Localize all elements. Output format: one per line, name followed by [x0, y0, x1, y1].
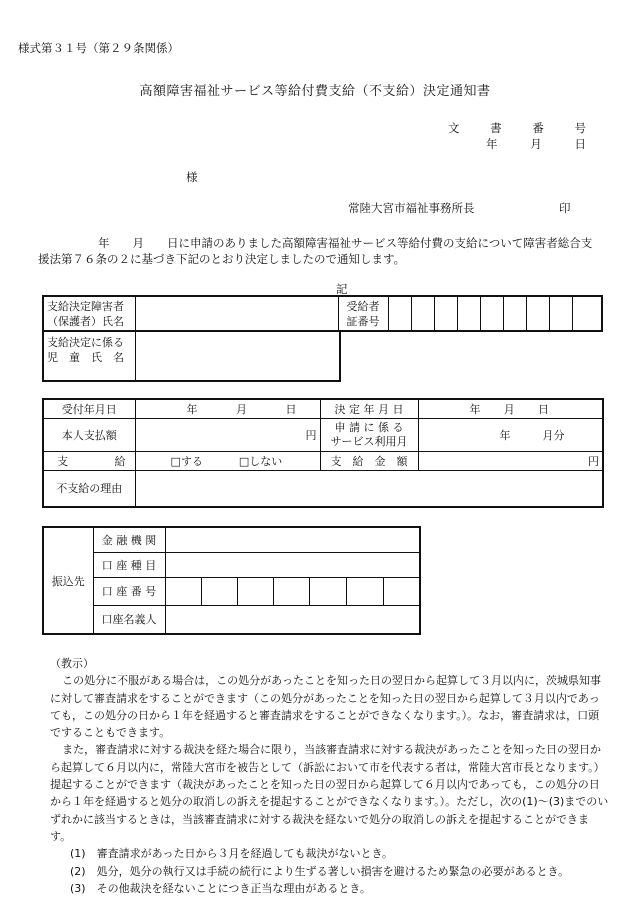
doc-number-char: 番	[532, 121, 544, 135]
date-day: 日	[538, 402, 549, 416]
certificate-digit-field[interactable]	[434, 296, 457, 331]
account-digit-field[interactable]	[346, 577, 383, 605]
certificate-digit-field[interactable]	[457, 296, 480, 331]
service-month-field[interactable]	[418, 418, 603, 451]
payment-options	[135, 451, 320, 470]
yen-unit: 円	[305, 428, 317, 442]
label-char: 支	[57, 454, 68, 468]
child-name-label	[43, 331, 135, 381]
child-name-field[interactable]	[135, 331, 340, 381]
notice-item: (1) 審査請求があった日から３月を経過しても裁決がないとき。	[70, 847, 394, 861]
decision-table	[42, 398, 604, 508]
received-date-label: 受付年月日	[43, 399, 135, 418]
date-month: 月	[530, 137, 542, 151]
account-digit-field[interactable]	[383, 577, 420, 605]
date-year: 年	[486, 137, 498, 151]
account-digit-field[interactable]	[273, 577, 309, 605]
account-holder-label: 口座名義人	[93, 605, 165, 634]
non-pay-reason-label: 不支給の理由	[43, 470, 135, 507]
certificate-digit-field[interactable]	[411, 296, 434, 331]
certificate-digit-field[interactable]	[388, 296, 411, 331]
account-type-field[interactable]	[165, 552, 420, 577]
certificate-digit-field[interactable]	[503, 296, 526, 331]
decision-date-field[interactable]	[418, 399, 603, 418]
account-holder-field[interactable]	[165, 605, 420, 634]
addressee-suffix: 様	[186, 170, 198, 184]
payment-label	[43, 451, 135, 470]
child-table	[42, 330, 341, 382]
recipient-name-label	[43, 296, 135, 331]
certificate-digit-field[interactable]	[549, 296, 572, 331]
account-type-label: 口 座 種 目	[93, 552, 165, 577]
notice-heading: （教示）	[50, 657, 94, 670]
date-month: 月	[503, 402, 515, 416]
date-month: 月	[236, 402, 247, 416]
doc-number-char: 書	[490, 121, 502, 135]
certificate-digit-field[interactable]	[480, 296, 503, 331]
seal-mark: 印	[559, 201, 571, 215]
notice-section	[50, 655, 610, 897]
label-line: 支給決定障害者	[47, 299, 124, 313]
label-line: 申 請 に 係 る	[334, 420, 404, 434]
non-pay-reason-field[interactable]	[135, 470, 603, 507]
doc-number-char: 文	[448, 121, 460, 135]
account-digit-field[interactable]	[165, 577, 201, 605]
label-line: 証番号	[346, 314, 380, 328]
self-pay-label: 本人支払額	[43, 418, 135, 451]
sender-name: 常陸大宮市福祉事務所長	[348, 201, 475, 215]
pay-amount-field[interactable]	[418, 451, 603, 470]
notice-item: (2) 処分，処分の執行又は手続の続行により生ずる著しい損害を避けるため緊急の必要があるとき。	[70, 864, 570, 878]
document-date	[486, 136, 586, 152]
label-line: 支給決定に係る	[47, 336, 124, 349]
account-digit-field[interactable]	[201, 577, 237, 605]
date-year: 年	[186, 402, 198, 416]
notice-paragraph: また，審査請求に対する裁決を経た場合に限り，当該審査請求に対する裁決があったことを知った日の翌日から起算して６月以内に，常陸大宮市を被告として（訴訟において市を代表する者は，常陸大宮市長となります。）提起することができます（裁決があったことを知った日の翌日から起算して６月以内であっても，この処分の日から１年を経過すると処分の取消しの訴えを提起することができなくなります。）。ただし，次の(1)～(3)までのいずれかに該当するときは，当該審査請求に対する裁決を経ないで処分の取消しの訴えを提起することができます。	[50, 743, 609, 843]
body-sentence: 年 月 日に申請のありました高額障害福祉サービス等給付費の支給について障害者総合支援法第７６条の２に基づき下記のとおり決定しましたので通知します。	[38, 236, 593, 266]
account-number-label: 口 座 番 号	[93, 577, 165, 605]
label-line: （保護者）氏名	[47, 314, 124, 328]
month-suffix: 月分	[542, 428, 565, 442]
date-day: 日	[574, 137, 586, 151]
service-month-label	[320, 418, 418, 451]
yen-unit: 円	[588, 454, 599, 468]
pay-amount-label: 支 給 金 額	[320, 451, 418, 470]
decision-date-label: 決 定 年 月 日	[320, 399, 418, 418]
label-line: 児 童 氏 名	[47, 351, 124, 364]
bank-label: 金 融 機 関	[93, 527, 165, 552]
label-line: 受給者	[346, 299, 380, 313]
certificate-digit-field[interactable]	[572, 296, 602, 331]
notice-paragraph: この処分に不服がある場合は，この処分があったことを知った日の翌日から起算して３月以内に，茨城県知事に対して審査請求をすることができます（この処分があったことを知った日の翌日から起算して３月以内であっても，この処分の日から１年を経過すると審査請求をすることができなくなります。）。なお，審査請求は，口頭ですることもできます。	[50, 674, 601, 740]
date-year: 年	[469, 402, 481, 416]
certificate-digit-field[interactable]	[526, 296, 549, 331]
ki-heading: 記	[336, 282, 348, 296]
account-digit-field[interactable]	[309, 577, 346, 605]
label-line: サービス利用月	[330, 434, 408, 448]
notice-item: (3) その他裁決を経ないことにつき正当な理由があるとき。	[70, 881, 371, 895]
pay-yes-checkbox[interactable]: □する	[170, 454, 203, 468]
account-digit-field[interactable]	[237, 577, 273, 605]
bank-field[interactable]	[165, 527, 420, 552]
recipient-table	[42, 295, 603, 332]
recipient-name-field[interactable]	[135, 296, 338, 331]
certificate-number-label	[338, 296, 388, 331]
transfer-label: 振込先	[43, 527, 93, 634]
doc-number-char: 号	[574, 121, 586, 135]
month-year: 年	[499, 428, 511, 442]
document-title: 高額障害福祉サービス等給付費支給（不支給）決定通知書	[139, 84, 491, 99]
document-number-label	[448, 120, 586, 136]
received-date-field[interactable]	[135, 399, 320, 418]
body-text	[38, 235, 593, 267]
self-pay-field[interactable]	[135, 418, 320, 451]
form-number: 様式第３１号（第２９条関係）	[18, 41, 179, 55]
date-day: 日	[285, 402, 297, 416]
transfer-table	[42, 526, 421, 635]
label-char: 給	[114, 454, 126, 468]
pay-no-checkbox[interactable]: □しない	[238, 454, 283, 468]
